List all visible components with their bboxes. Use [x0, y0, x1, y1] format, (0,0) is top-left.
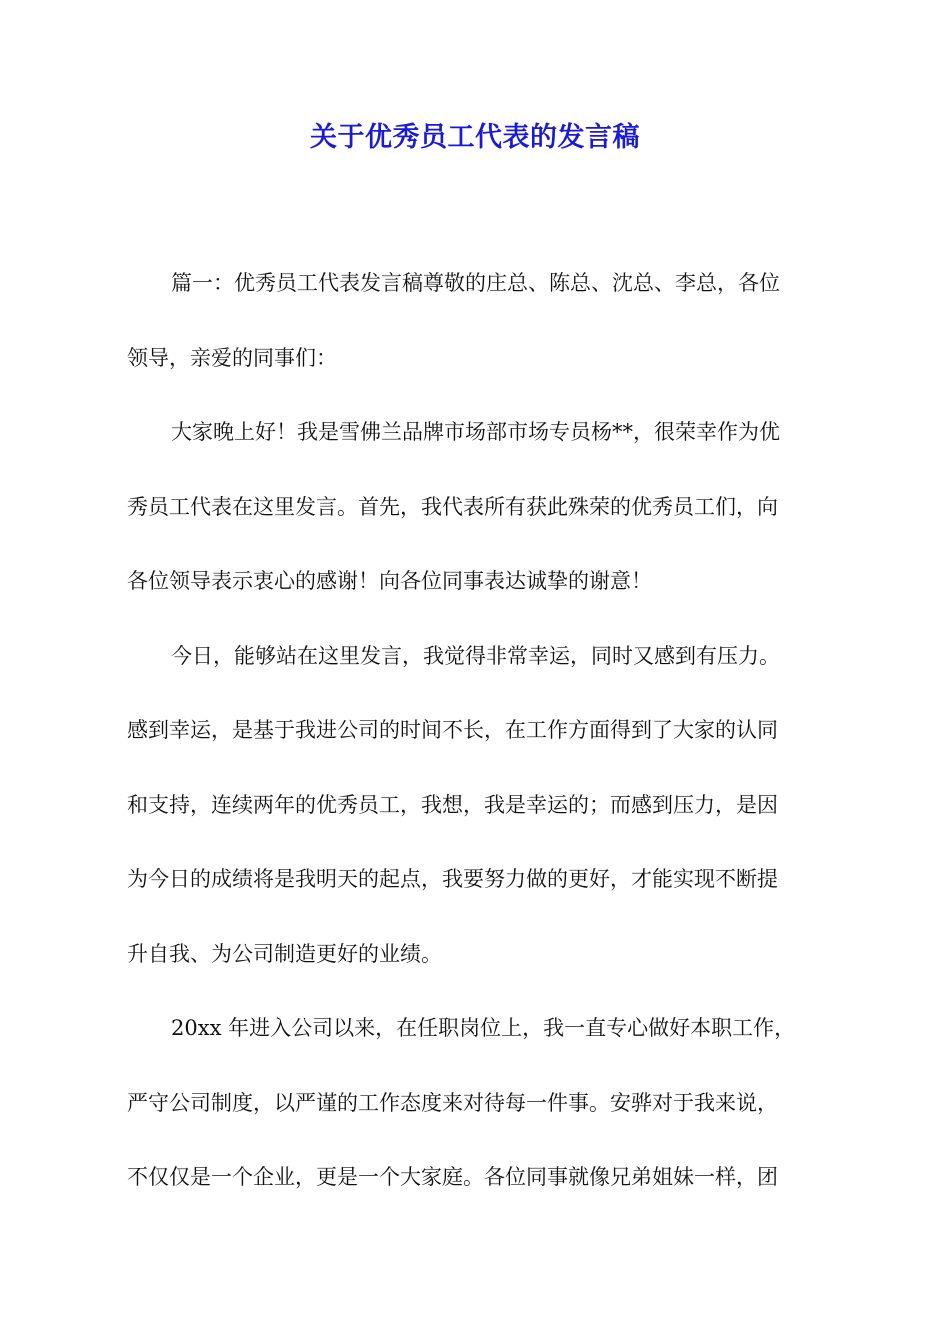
paragraph-line: 篇一：优秀员工代表发言稿尊敬的庄总、陈总、沈总、李总，各位 — [171, 271, 780, 295]
paragraph-line: 为今日的成绩将是我明天的起点，我要努力做的更好，才能实现不断提 — [127, 867, 778, 891]
paragraph-line: 20xx 年进入公司以来，在任职岗位上，我一直专心做好本职工作， — [171, 1016, 796, 1040]
paragraph-line: 不仅仅是一个企业，更是一个大家庭。各位同事就像兄弟姐妹一样，团 — [127, 1165, 778, 1189]
paragraph-line: 各位领导表示衷心的感谢！向各位同事表达诚挚的谢意！ — [127, 569, 652, 593]
paragraph-line: 和支持，连续两年的优秀员工，我想，我是幸运的；而感到压力，是因 — [127, 792, 778, 817]
paragraph-line: 感到幸运，是基于我进公司的时间不长，在工作方面得到了大家的认同 — [127, 718, 778, 742]
paragraph-line: 领导，亲爱的同事们： — [127, 345, 337, 370]
document-body — [127, 246, 832, 1215]
paragraph-line: 今日，能够站在这里发言，我觉得非常幸运，同时又感到有压力。 — [171, 643, 780, 668]
paragraph-line: 严守公司制度，以严谨的工作态度来对待每一件事。安骅对于我来说， — [127, 1090, 778, 1115]
paragraph-line: 升自我、为公司制造更好的业绩。 — [127, 941, 442, 966]
paragraph-line: 大家晚上好！我是雪佛兰品牌市场部市场专员杨**，很荣幸作为优 — [171, 420, 780, 444]
paragraph-line: 秀员工代表在这里发言。首先，我代表所有获此殊荣的优秀员工们，向 — [127, 494, 778, 519]
document-title: 关于优秀员工代表的发言稿 — [310, 122, 640, 153]
